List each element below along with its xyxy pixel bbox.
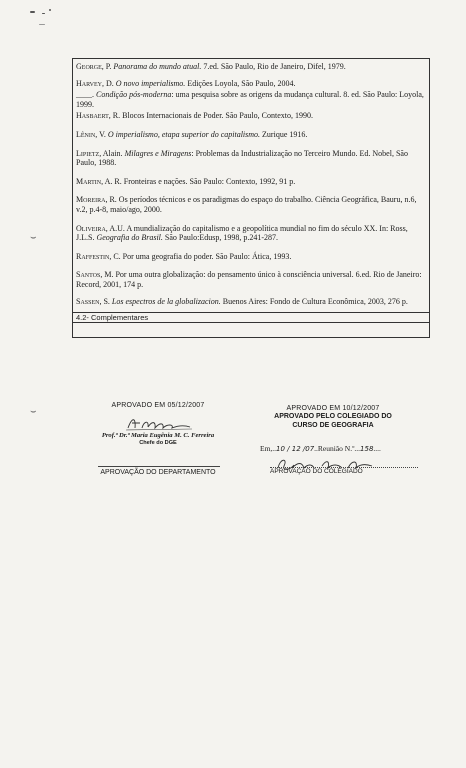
department-approval (98, 402, 218, 476)
reference-entry: Hasbaert, R. Blocos Internacionais de Poder. São Paulo, Contexto, 1990. (76, 111, 313, 121)
section-heading: 4.2- Complementares (73, 312, 429, 323)
margin-mark: ⌣ (30, 232, 37, 243)
chefe-role: Chefe do DGE (139, 440, 177, 446)
colegiado-approval-label: APROVAÇÃO DO COLEGIADO (270, 468, 418, 475)
reference-entry: Lênin, V. O imperialismo, etapa superior do capitalismo. Zurique 1916. (76, 129, 308, 139)
scan-speck (42, 13, 45, 14)
reference-entry: George, P. Panorama do mundo atual. 7.ed. São Paulo, Rio de Janeiro, Difel, 1979. (73, 58, 429, 72)
department-approval-date: APROVADO EM 05/12/2007 (111, 402, 205, 409)
scan-speck (49, 9, 51, 11)
reference-entry: Raffestin, C. Por uma geografia do poder. São Paulo: Ática, 1993. (76, 251, 292, 261)
reference-entry: Harvey, D. O novo imperialismo. Edições Loyola, São Paulo, 2004. (76, 78, 296, 88)
margin-mark: ⌣ (30, 406, 37, 417)
scan-speck (39, 24, 45, 25)
scan-speck (30, 11, 35, 13)
colegiado-stamp (248, 413, 418, 430)
references-table (72, 58, 430, 338)
department-approval-label: APROVAÇÃO DO DEPARTAMENTO (100, 469, 216, 476)
empty-table-row (73, 323, 429, 337)
reference-entry: Oliveira, A.U. A mundialização do capitalismo e a geopolítica mundial no fim do século XX. In: Ross, J.L.S. Geografia do Brasil. São Paulo:Edusp, 1998, p.241-287. (76, 223, 408, 243)
colegiado-approval (248, 405, 418, 475)
reference-entry: ____. Condição pós-moderna: uma pesquisa sobre as origens da mudança cultural. 8. ed. São Paulo: Loyola, 1999. (76, 90, 424, 109)
department-signature (122, 415, 194, 433)
reference-entry: Moreira, R. Os períodos técnicos e os paradigmas do espaço do trabalho. Ciência Geográfica, Bauru, n.6, v.2, p.4-8, maio/ago, 2000. (76, 195, 417, 214)
reference-entry: Sassen, S. Los espectros de la globalizacion. Buenos Aires: Fondo de Cultura Econômica, 2003, 276 p. (76, 296, 408, 306)
colegiado-line-1: APROVADO PELO COLEGIADO DO (274, 413, 392, 420)
reference-entry: Martin, A. R. Fronteiras e nações. São Paulo: Contexto, 1992, 91 p. (76, 176, 296, 186)
chefe-name: Prof.ª Dr.ª Maria Eugênia M. C. Ferreira (101, 432, 215, 439)
reuniao-label: Reunião N.º (317, 444, 355, 453)
reference-entry: Lipietz, Alain. Milagres e Miragens: Problemas da Industrialização no Terceiro Mundo. Ed. Nobel, São Paulo, 1988. (76, 148, 408, 168)
reference-entry: Santos, M. Por uma outra globalização: do pensamento único à consciência universal. 6.ed. Rio de Janeiro: Record, 2001, 174 p. (76, 270, 422, 289)
colegiado-line-2: CURSO DE GEOGRAFIA (292, 421, 374, 429)
reuniao-line: Em,..10 / 12 /07..Reunião N.º...158.... (260, 444, 381, 453)
signature-line (98, 466, 220, 467)
colegiado-approval-date: APROVADO EM 10/12/2007 (286, 405, 380, 412)
em-prefix: Em, (260, 444, 273, 453)
handwritten-date: 10 / 12 /07 (276, 445, 315, 453)
handwritten-reuniao-number: 158 (360, 445, 374, 453)
